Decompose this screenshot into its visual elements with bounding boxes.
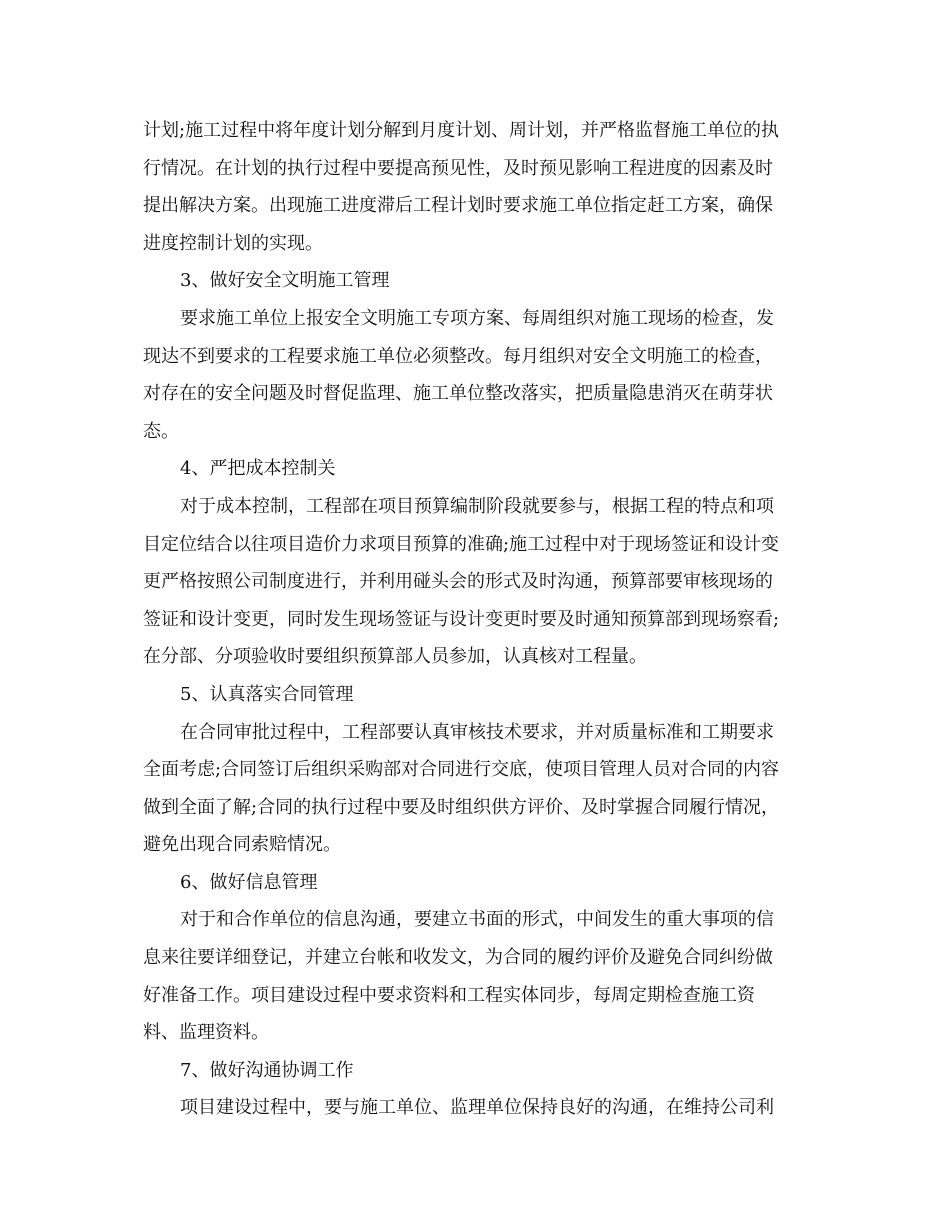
text-line: 在分部、分项验收时要组织预算部人员参加，认真核对工程量。 xyxy=(143,646,647,668)
text-line: 项目建设过程中，要与施工单位、监理单位保持良好的沟通，在维持公司利 xyxy=(180,1097,774,1119)
text-line: 好准备工作。项目建设过程中要求资料和工程实体同步，每周定期检查施工资 xyxy=(143,984,755,1006)
text-line: 要求施工单位上报安全文明施工专项方案、每周组织对施工现场的检查，发 xyxy=(180,307,774,329)
text-line: 全面考虑;合同签订后组织采购部对合同进行交底，使项目管理人员对合同的内容 xyxy=(143,759,780,781)
text-line: 现达不到要求的工程要求施工单位必须整改。每月组织对安全文明施工的检查， xyxy=(143,345,773,367)
text-line: 息来往要详细登记，并建立台帐和收发文，为合同的履约评价及避免合同纠纷做 xyxy=(143,947,773,969)
text-line: 料、监理资料。 xyxy=(143,1022,269,1044)
text-line: 进度控制计划的实现。 xyxy=(143,232,323,254)
text-line: 避免出现合同索赔情况。 xyxy=(143,834,341,856)
text-line: 在合同审批过程中，工程部要认真审核技术要求，并对质量标准和工期要求 xyxy=(180,721,774,743)
section-heading: 5、认真落实合同管理 xyxy=(180,683,354,705)
text-line: 签证和设计变更，同时发生现场签证与设计变更时要及时通知预算部到现场察看; xyxy=(143,608,780,630)
section-heading: 4、严把成本控制关 xyxy=(180,458,336,480)
section-heading: 6、做好信息管理 xyxy=(180,871,318,893)
text-line: 行情况。在计划的执行过程中要提高预见性，及时预见影响工程进度的因素及时 xyxy=(143,157,773,179)
section-heading: 7、做好沟通协调工作 xyxy=(180,1059,354,1081)
text-line: 对于成本控制，工程部在项目预算编制阶段就要参与，根据工程的特点和项 xyxy=(180,495,774,517)
section-heading: 3、做好安全文明施工管理 xyxy=(180,270,390,292)
text-line: 态。 xyxy=(143,420,179,442)
text-line: 提出解决方案。出现施工进度滞后工程计划时要求施工单位指定赶工方案，确保 xyxy=(143,195,773,217)
text-line: 对于和合作单位的信息沟通，要建立书面的形式，中间发生的重大事项的信 xyxy=(180,909,774,931)
text-line: 目定位结合以往项目造价力求项目预算的准确;施工过程中对于现场签证和设计变 xyxy=(143,533,780,555)
text-line: 计划;施工过程中将年度计划分解到月度计划、周计划，并严格监督施工单位的执 xyxy=(143,120,780,141)
text-line: 对存在的安全问题及时督促监理、施工单位整改落实，把质量隐患消灭在萌芽状 xyxy=(143,383,773,405)
text-line: 做到全面了解;合同的执行过程中要及时组织供方评价、及时掌握合同履行情况， xyxy=(143,796,780,818)
document-body xyxy=(143,112,807,1127)
text-line: 更严格按照公司制度进行，并利用碰头会的形式及时沟通，预算部要审核现场的 xyxy=(143,571,773,593)
